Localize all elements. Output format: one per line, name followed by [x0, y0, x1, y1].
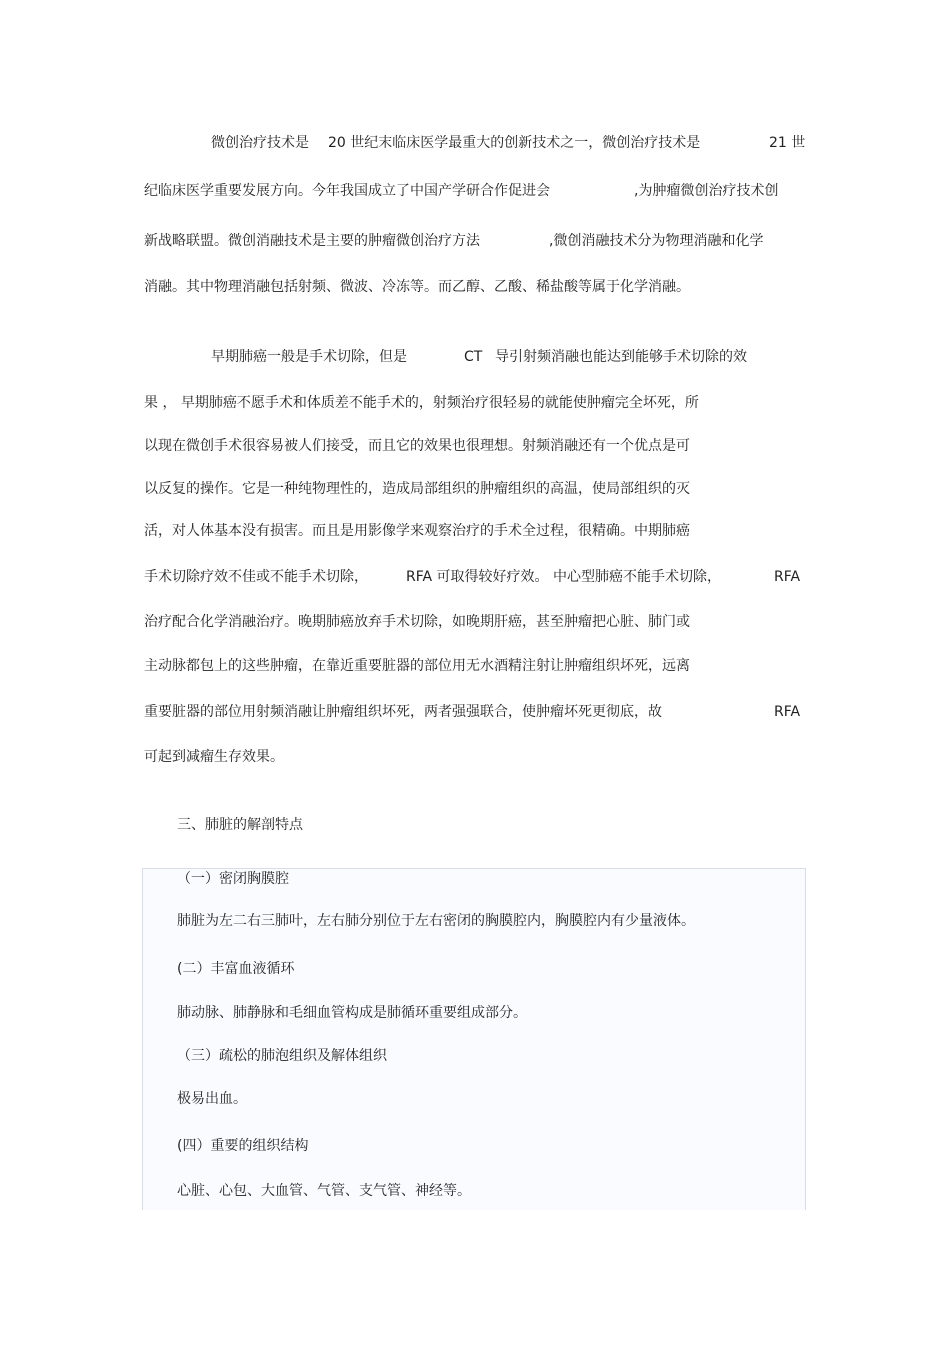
- text-line: RFA: [774, 704, 801, 720]
- list-item-title: (四）重要的组织结构: [177, 1138, 309, 1154]
- list-item-title: （三）疏松的肺泡组织及解体组织: [177, 1048, 387, 1064]
- list-item-body: 肺脏为左二右三肺叶，左右肺分别位于左右密闭的胸膜腔内，胸膜腔内有少量液体。: [177, 913, 695, 929]
- text-line: 微创治疗技术是: [211, 135, 309, 151]
- list-item-title: （一）密闭胸膜腔: [177, 871, 289, 887]
- section-heading: 三、肺脏的解剖特点: [177, 817, 303, 833]
- text-line: 重要脏器的部位用射频消融让肿瘤组织坏死，两者强强联合，使肿瘤坏死更彻底，故: [144, 704, 662, 720]
- list-item-body: 极易出血。: [177, 1091, 247, 1107]
- text-line: 以反复的操作。它是一种纯物理性的，造成局部组织的肿瘤组织的高温，使局部组织的灭: [144, 481, 690, 497]
- text-line: 主动脉都包上的这些肿瘤，在靠近重要脏器的部位用无水酒精注射让肿瘤组织坏死，远离: [144, 658, 690, 674]
- text-line: 新战略联盟。微创消融技术是主要的肿瘤微创治疗方法: [144, 233, 480, 249]
- text-line: ,为肿瘤微创治疗技术创: [634, 183, 779, 199]
- text-line: 20 世纪末临床医学最重大的创新技术之一，微创治疗技术是: [328, 135, 701, 151]
- text-line: 手术切除疗效不佳或不能手术切除，: [144, 569, 368, 585]
- text-line: 导引射频消融也能达到能够手术切除的效: [495, 349, 747, 365]
- text-line: RFA 可取得较好疗效。 中心型肺癌不能手术切除，: [406, 569, 721, 585]
- text-line: ,微创消融技术分为物理消融和化学: [549, 233, 764, 249]
- text-line: 纪临床医学重要发展方向。今年我国成立了中国产学研合作促进会: [144, 183, 550, 199]
- text-line: 21 世: [769, 135, 806, 151]
- list-item-body: 肺动脉、肺静脉和毛细血管构成是肺循环重要组成部分。: [177, 1005, 527, 1021]
- list-item-body: 心脏、心包、大血管、气管、支气管、神经等。: [177, 1183, 471, 1199]
- text-line: 消融。其中物理消融包括射频、微波、冷冻等。而乙醇、乙酸、稀盐酸等属于化学消融。: [144, 279, 690, 295]
- text-line: 可起到减瘤生存效果。: [144, 749, 284, 765]
- text-line: 治疗配合化学消融治疗。晚期肺癌放弃手术切除，如晚期肝癌，甚至肿瘤把心脏、肺门或: [144, 614, 690, 630]
- list-item-title: (二）丰富血液循环: [177, 961, 295, 977]
- text-line: 果 ， 早期肺癌不愿手术和体质差不能手术的，射频治疗很轻易的就能使肿瘤完全坏死，所: [144, 395, 699, 411]
- text-line: RFA: [774, 569, 801, 585]
- text-line: CT: [464, 349, 483, 365]
- text-line: 以现在微创手术很容易被人们接受，而且它的效果也很理想。射频消融还有一个优点是可: [144, 438, 690, 454]
- text-line: 早期肺癌一般是手术切除，但是: [211, 349, 407, 365]
- text-line: 活，对人体基本没有损害。而且是用影像学来观察治疗的手术全过程，很精确。中期肺癌: [144, 523, 690, 539]
